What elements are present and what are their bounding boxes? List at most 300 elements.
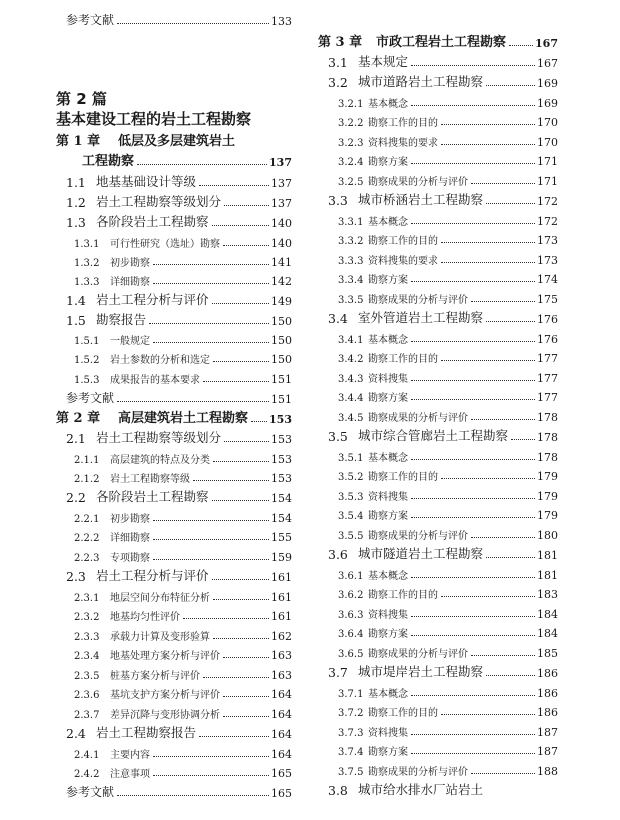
dot-leader <box>153 342 269 343</box>
toc-entry[interactable] <box>338 271 558 286</box>
toc-entry[interactable] <box>66 389 292 406</box>
toc-entry-title: 各阶段岩土工程勘察 <box>96 214 209 229</box>
toc-entry[interactable] <box>338 743 558 758</box>
toc-entry[interactable] <box>74 332 292 347</box>
toc-entry-number: 3.6 <box>328 547 348 562</box>
dot-leader <box>411 498 535 499</box>
toc-entry[interactable] <box>338 685 558 700</box>
dot-leader <box>117 401 269 402</box>
toc-entry[interactable] <box>66 212 292 230</box>
toc-entry-title: 勘察工作的目的 <box>368 708 438 719</box>
toc-entry-title: 市政工程岩土工程勘察 <box>376 35 507 50</box>
toc-entry-title: 基本概念 <box>368 689 408 700</box>
toc-entry-page: 169 <box>537 97 558 110</box>
toc-entry-page: 187 <box>537 745 558 758</box>
toc-entry-page: 173 <box>537 254 558 267</box>
toc-entry-number: 3.6.2 <box>338 590 364 601</box>
dot-leader <box>213 599 269 600</box>
toc-entry[interactable] <box>74 686 292 701</box>
dot-leader <box>411 65 535 66</box>
toc-entry-number: 3.6.4 <box>338 629 364 640</box>
toc-entry[interactable] <box>56 406 292 426</box>
toc-entry-number: 3.2.5 <box>338 177 364 188</box>
toc-entry[interactable] <box>338 724 558 739</box>
toc-entry-title: 城市给水排水厂站岩土 <box>358 782 484 797</box>
toc-entry[interactable] <box>74 746 292 761</box>
toc-entry-number: 1.2 <box>66 195 86 210</box>
toc-entry-number: 3.6.1 <box>338 571 364 582</box>
toc-entry[interactable] <box>338 153 558 168</box>
toc-entry[interactable] <box>66 310 292 328</box>
toc-entry[interactable] <box>328 662 558 680</box>
toc-entry[interactable] <box>338 95 558 110</box>
toc-entry-page: 165 <box>271 787 292 800</box>
toc-entry-page: 137 <box>269 156 292 169</box>
toc-entry[interactable] <box>66 487 292 505</box>
toc-entry[interactable] <box>338 606 558 621</box>
toc-entry-number: 2.2 <box>66 490 86 505</box>
toc-entry-page: 167 <box>537 57 558 70</box>
toc-entry-page: 176 <box>537 333 558 346</box>
toc-entry-title: 地基处理方案分析与评价 <box>110 651 220 662</box>
toc-entry-number: 3.8 <box>328 783 348 798</box>
dot-leader <box>441 360 535 361</box>
toc-entry[interactable] <box>338 370 558 385</box>
toc-entry-number: 2.3.7 <box>74 710 100 721</box>
dot-leader <box>411 281 535 282</box>
toc-entry-number: 2.3.4 <box>74 651 100 662</box>
toc-entry-page: 155 <box>271 531 292 544</box>
toc-entry-title: 资料搜集的要求 <box>368 256 438 267</box>
dot-leader <box>411 577 535 578</box>
toc-entry[interactable] <box>338 331 558 346</box>
toc-entry-number: 1.5.2 <box>74 355 100 366</box>
toc-entry-title: 一般规定 <box>110 336 150 347</box>
toc-entry-page: 137 <box>271 197 292 210</box>
dot-leader <box>224 205 269 206</box>
toc-entry-title: 勘察方案 <box>368 393 408 404</box>
toc-entry-title: 基坑支护方案分析与评价 <box>110 690 220 701</box>
toc-entry[interactable] <box>66 783 292 800</box>
toc-entry-title: 资料搜集 <box>368 728 408 739</box>
toc-entry[interactable] <box>338 567 558 582</box>
dot-leader <box>411 459 535 460</box>
toc-entry[interactable] <box>338 488 558 503</box>
toc-entry-title: 勘察报告 <box>96 312 147 327</box>
toc-entry-number: 3.4.3 <box>338 374 364 385</box>
toc-entry[interactable] <box>74 451 292 466</box>
toc-entry-number: 第 1 章 <box>56 134 101 149</box>
toc-entry-title: 参考文献 <box>66 391 115 405</box>
toc-entry-number: 3.2.2 <box>338 118 364 129</box>
toc-entry[interactable] <box>338 449 558 464</box>
toc-entry[interactable] <box>338 213 558 228</box>
toc-entry-title: 地层空间分布特征分析 <box>110 593 210 604</box>
toc-entry-title: 低层及多层建筑岩土 <box>118 134 236 149</box>
toc-entry-title: 勘察成果的分析与评价 <box>368 413 468 424</box>
toc-entry-page: 137 <box>271 177 292 190</box>
dot-leader <box>213 361 269 362</box>
toc-entry-page: 150 <box>271 315 292 328</box>
toc-entry[interactable] <box>338 507 558 522</box>
toc-entry-page: 153 <box>271 453 292 466</box>
toc-entry[interactable] <box>328 52 558 70</box>
toc-entry-number: 3.2.4 <box>338 157 364 168</box>
toc-entry[interactable] <box>338 114 558 129</box>
toc-entry-page: 163 <box>271 669 292 682</box>
toc-entry[interactable] <box>82 149 292 169</box>
toc-entry-page: 177 <box>537 391 558 404</box>
dot-leader <box>411 695 535 696</box>
toc-entry-number: 3.3.3 <box>338 256 364 267</box>
toc-entry-page: 141 <box>271 256 292 269</box>
toc-entry-page: 161 <box>271 591 292 604</box>
toc-entry-title: 勘察成果的分析与评价 <box>368 531 468 542</box>
dot-leader <box>411 380 535 381</box>
dot-leader <box>153 283 269 284</box>
toc-entry-page: 167 <box>535 37 558 50</box>
dot-leader <box>441 478 535 479</box>
toc-entry[interactable] <box>66 11 292 28</box>
dot-leader <box>509 45 533 46</box>
dot-leader <box>471 773 535 774</box>
toc-entry[interactable] <box>74 254 292 269</box>
toc-entry-number: 1.5.3 <box>74 375 100 386</box>
toc-entry-title: 基本概念 <box>368 99 408 110</box>
toc-entry[interactable] <box>328 544 558 562</box>
toc-entry-page: 188 <box>537 765 558 778</box>
toc-entry-number: 2.1 <box>66 431 86 446</box>
toc-entry-title: 各阶段岩土工程勘察 <box>96 489 209 504</box>
toc-entry[interactable] <box>74 647 292 662</box>
toc-entry-title: 勘察工作的目的 <box>368 354 438 365</box>
toc-entry-page: 186 <box>537 687 558 700</box>
toc-entry-title: 岩土工程分析与评价 <box>96 292 209 307</box>
toc-entry-title: 勘察成果的分析与评价 <box>368 177 468 188</box>
toc-entry[interactable] <box>338 252 558 267</box>
toc-entry[interactable] <box>328 190 558 208</box>
toc-entry-number: 3.2.1 <box>338 99 364 110</box>
toc-entry-title: 勘察成果的分析与评价 <box>368 295 468 306</box>
dot-leader <box>486 675 535 676</box>
toc-entry-page: 151 <box>271 373 292 386</box>
toc-entry[interactable] <box>338 350 558 365</box>
toc-entry[interactable] <box>66 566 292 584</box>
dot-leader <box>213 461 269 462</box>
toc-entry-page: 165 <box>271 767 292 780</box>
toc-entry-title: 勘察方案 <box>368 747 408 758</box>
toc-entry-page: 140 <box>271 237 292 250</box>
toc-entry-title: 参考文献 <box>66 785 115 799</box>
toc-entry-page: 142 <box>271 275 292 288</box>
dot-leader <box>511 439 535 440</box>
toc-entry-number: 3.1 <box>328 55 348 70</box>
toc-entry-number: 2.2.3 <box>74 553 100 564</box>
toc-entry-page: 185 <box>537 647 558 660</box>
toc-entry-number: 3.4.1 <box>338 335 364 346</box>
dot-leader <box>117 23 269 24</box>
toc-entry[interactable] <box>66 192 292 210</box>
toc-entry-number: 2.3.1 <box>74 593 100 604</box>
dot-leader <box>441 596 535 597</box>
toc-entry[interactable] <box>338 468 558 483</box>
toc-entry-number: 2.3 <box>66 569 86 584</box>
toc-entry-number: 3.3.4 <box>338 275 364 286</box>
toc-entry-title: 专项勘察 <box>110 553 150 564</box>
toc-entry[interactable] <box>338 763 558 778</box>
toc-entry-page: 180 <box>537 529 558 542</box>
toc-entry[interactable] <box>338 409 558 424</box>
toc-entry-title: 勘察工作的目的 <box>368 590 438 601</box>
dot-leader <box>441 714 535 715</box>
toc-entry-page: 153 <box>271 472 292 485</box>
toc-entry-number: 1.3.2 <box>74 258 100 269</box>
toc-entry[interactable] <box>74 765 292 780</box>
toc-entry-number: 2.3.5 <box>74 671 100 682</box>
toc-entry[interactable] <box>74 667 292 682</box>
dot-leader <box>471 419 535 420</box>
toc-entry-page: 179 <box>537 509 558 522</box>
dot-leader <box>199 736 269 737</box>
toc-entry-number: 2.4.1 <box>74 750 100 761</box>
toc-entry-title: 勘察方案 <box>368 275 408 286</box>
toc-entry-page: 178 <box>537 451 558 464</box>
toc-entry-title: 勘察工作的目的 <box>368 472 438 483</box>
toc-entry-number: 3.5 <box>328 429 348 444</box>
toc-entry-title: 勘察方案 <box>368 511 408 522</box>
dot-leader <box>153 559 269 560</box>
toc-entry[interactable] <box>338 704 558 719</box>
toc-entry-page: 184 <box>537 627 558 640</box>
dot-leader <box>153 775 269 776</box>
toc-entry-number: 2.1.2 <box>74 474 100 485</box>
toc-entry-page: 163 <box>271 649 292 662</box>
toc-entry-page: 154 <box>271 512 292 525</box>
dot-leader <box>411 635 535 636</box>
toc-entry-title: 基本概念 <box>368 571 408 582</box>
dot-leader <box>471 183 535 184</box>
toc-entry-number: 3.4.5 <box>338 413 364 424</box>
dot-leader <box>193 480 269 481</box>
toc-entry-number: 第 3 章 <box>318 35 363 50</box>
toc-entry-page: 133 <box>271 15 292 28</box>
dot-leader <box>153 264 269 265</box>
toc-entry-page: 179 <box>537 490 558 503</box>
toc-entry-number: 2.3.2 <box>74 612 100 623</box>
toc-entry-title: 详细勘察 <box>110 277 150 288</box>
toc-entry[interactable] <box>328 426 558 444</box>
toc-entry-title: 差异沉降与变形协调分析 <box>110 710 220 721</box>
toc-entry[interactable] <box>66 428 292 446</box>
toc-entry-title: 城市堤岸岩土工程勘察 <box>358 664 484 679</box>
toc-entry[interactable] <box>338 232 558 247</box>
toc-entry-number: 1.5 <box>66 313 86 328</box>
toc-entry-page: 172 <box>537 215 558 228</box>
toc-entry-page: 150 <box>271 353 292 366</box>
toc-entry-title: 资料搜集 <box>368 610 408 621</box>
part-label: 第 2 篇 <box>56 90 107 108</box>
toc-entry[interactable] <box>74 351 292 366</box>
dot-leader <box>411 399 535 400</box>
dot-leader <box>441 124 535 125</box>
toc-entry-number: 2.1.1 <box>74 455 100 466</box>
toc-entry-number: 3.7.5 <box>338 767 364 778</box>
toc-entry[interactable] <box>74 706 292 721</box>
toc-entry-page: 171 <box>537 155 558 168</box>
toc-entry-number: 1.3 <box>66 215 86 230</box>
toc-entry[interactable] <box>74 628 292 643</box>
dot-leader <box>137 164 267 165</box>
dot-leader <box>149 323 269 324</box>
toc-entry[interactable] <box>74 589 292 604</box>
toc-entry-number: 1.4 <box>66 293 86 308</box>
toc-entry[interactable] <box>338 645 558 660</box>
toc-entry-page: 183 <box>537 588 558 601</box>
dot-leader <box>203 677 269 678</box>
toc-entry[interactable] <box>328 308 558 326</box>
dot-leader <box>441 262 535 263</box>
toc-entry-number: 3.2 <box>328 75 348 90</box>
toc-entry[interactable] <box>74 470 292 485</box>
toc-entry-title: 地基基础设计等级 <box>96 174 197 189</box>
toc-entry-page: 170 <box>537 116 558 129</box>
toc-entry-title: 基本规定 <box>358 54 409 69</box>
toc-entry-number: 3.7.1 <box>338 689 364 700</box>
toc-entry-title: 初步勘察 <box>110 258 150 269</box>
toc-entry[interactable] <box>66 290 292 308</box>
toc-entry[interactable] <box>56 129 292 149</box>
toc-entry[interactable] <box>328 72 558 90</box>
toc-entry-number: 1.3.1 <box>74 239 100 250</box>
toc-entry-page: 164 <box>271 748 292 761</box>
toc-entry-title: 勘察方案 <box>368 629 408 640</box>
toc-entry-page: 175 <box>537 293 558 306</box>
toc-entry-number: 3.5.5 <box>338 531 364 542</box>
toc-entry[interactable] <box>338 134 558 149</box>
toc-entry-page: 159 <box>271 551 292 564</box>
dot-leader <box>199 185 269 186</box>
toc-entry[interactable] <box>74 371 292 386</box>
toc-entry-title: 基本概念 <box>368 335 408 346</box>
toc-entry-title: 城市综合管廊岩土工程勘察 <box>358 428 509 443</box>
dot-leader <box>223 716 269 717</box>
toc-entry-title: 城市隧道岩土工程勘察 <box>358 546 484 561</box>
toc-entry-number: 2.2.1 <box>74 514 100 525</box>
toc-entry-title: 岩土参数的分析和选定 <box>110 355 210 366</box>
toc-entry[interactable] <box>338 625 558 640</box>
toc-entry[interactable] <box>74 273 292 288</box>
dot-leader <box>251 421 267 422</box>
toc-entry-title: 资料搜集的要求 <box>368 138 438 149</box>
toc-entry-title: 岩土工程勘察等级 <box>110 474 190 485</box>
toc-entry-page: 161 <box>271 610 292 623</box>
toc-entry-title: 承载力计算及变形验算 <box>110 632 210 643</box>
dot-leader <box>441 242 535 243</box>
toc-entry-number: 3.3.1 <box>338 217 364 228</box>
toc-entry-number: 3.6.5 <box>338 649 364 660</box>
toc-entry-title: 勘察工作的目的 <box>368 236 438 247</box>
toc-entry[interactable] <box>338 173 558 188</box>
toc-entry-title: 桩基方案分析与评价 <box>110 671 200 682</box>
dot-leader <box>223 245 269 246</box>
toc-entry-number: 2.3.3 <box>74 632 100 643</box>
toc-entry-page: 181 <box>537 549 558 562</box>
toc-entry[interactable] <box>338 389 558 404</box>
dot-leader <box>223 696 269 697</box>
toc-entry-number: 3.7.4 <box>338 747 364 758</box>
toc-entry-title: 勘察方案 <box>368 157 408 168</box>
toc-entry-title: 可行性研究（选址）勘察 <box>110 239 220 250</box>
toc-entry-page: 154 <box>271 492 292 505</box>
dot-leader <box>153 520 269 521</box>
toc-entry-number: 3.5.3 <box>338 492 364 503</box>
toc-entry-page: 174 <box>537 273 558 286</box>
toc-entry-number: 1.1 <box>66 175 86 190</box>
toc-entry-page: 179 <box>537 470 558 483</box>
toc-entry-title: 初步勘察 <box>110 514 150 525</box>
toc-entry[interactable] <box>74 608 292 623</box>
toc-entry-page: 187 <box>537 726 558 739</box>
toc-entry-title: 岩土工程勘察等级划分 <box>96 194 222 209</box>
dot-leader <box>411 341 535 342</box>
toc-entry[interactable] <box>338 586 558 601</box>
toc-entry-page: 184 <box>537 608 558 621</box>
dot-leader <box>411 163 535 164</box>
toc-entry-number: 3.7.2 <box>338 708 364 719</box>
toc-entry-page: 164 <box>271 688 292 701</box>
toc-entry-title: 注意事项 <box>110 769 150 780</box>
toc-entry[interactable] <box>328 780 558 798</box>
toc-entry-page: 172 <box>537 195 558 208</box>
toc-entry-number: 3.3.2 <box>338 236 364 247</box>
toc-entry-number: 2.4.2 <box>74 769 100 780</box>
toc-entry[interactable] <box>74 510 292 525</box>
toc-entry-title: 参考文献 <box>66 13 115 27</box>
dot-leader <box>441 144 535 145</box>
part-title: 基本建设工程的岩土工程勘察 <box>56 110 252 128</box>
toc-entry[interactable] <box>74 549 292 564</box>
toc-entry-page: 186 <box>537 667 558 680</box>
toc-entry[interactable] <box>74 235 292 250</box>
toc-entry-number: 2.3.6 <box>74 690 100 701</box>
toc-entry[interactable] <box>338 527 558 542</box>
toc-entry-number: 3.5.4 <box>338 511 364 522</box>
toc-entry-title: 高层建筑的特点及分类 <box>110 455 210 466</box>
dot-leader <box>486 321 535 322</box>
toc-entry-title: 勘察成果的分析与评价 <box>368 649 468 660</box>
dot-leader <box>153 539 269 540</box>
dot-leader <box>153 756 269 757</box>
dot-leader <box>183 618 269 619</box>
dot-leader <box>224 441 269 442</box>
toc-entry-title: 基本概念 <box>368 217 408 228</box>
toc-entry-number: 3.4.4 <box>338 393 364 404</box>
dot-leader <box>212 500 269 501</box>
toc-entry-page: 186 <box>537 706 558 719</box>
toc-entry-page: 170 <box>537 136 558 149</box>
toc-entry-title: 工程勘察 <box>82 154 135 169</box>
toc-entry-number: 3.2.3 <box>338 138 364 149</box>
toc-entry[interactable] <box>66 723 292 741</box>
toc-entry-number: 3.3.5 <box>338 295 364 306</box>
toc-entry-page: 162 <box>271 630 292 643</box>
toc-entry[interactable] <box>66 172 292 190</box>
toc-entry-title: 基本概念 <box>368 453 408 464</box>
toc-entry[interactable] <box>74 529 292 544</box>
toc-entry[interactable] <box>318 30 558 50</box>
toc-entry[interactable] <box>338 291 558 306</box>
toc-entry-number: 3.4.2 <box>338 354 364 365</box>
